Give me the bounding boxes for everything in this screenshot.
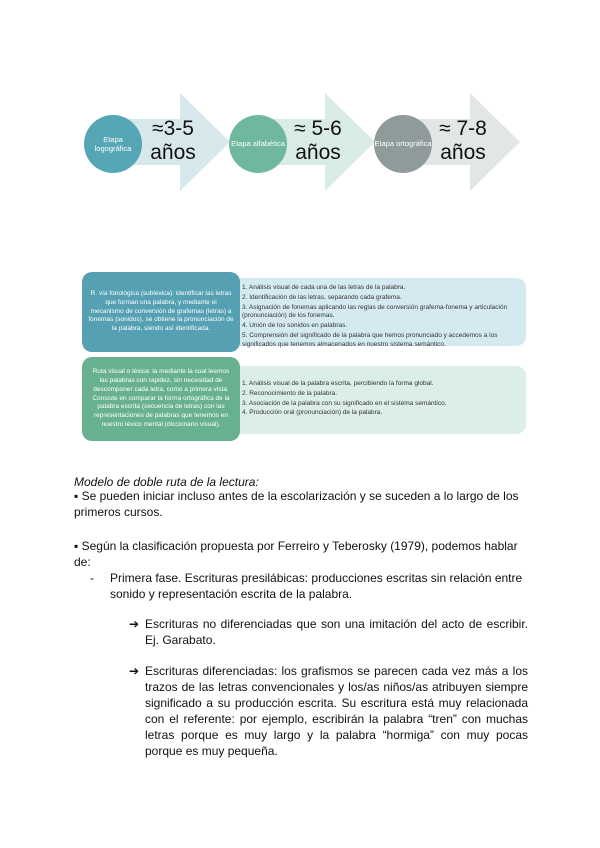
route-steps-list <box>242 380 518 418</box>
bullet-paragraph: ▪ Según la clasificación propuesta por Ferreiro y Teberosky (1979), podemos hablar de: <box>74 539 518 569</box>
route-step: 3. Asignación de fonemas aplicando las reglas de conversión grafema-fonema y articulación (pronunciación) de los fonemas. <box>242 303 508 320</box>
route-step: 2. Identificación de las letras, separando cada grafema. <box>242 293 402 301</box>
list-dash: - <box>90 571 94 585</box>
route-step: 3. Asociación de la palabra con su significado en el sistema semántico. <box>242 399 447 407</box>
sub-item: Escrituras no diferenciadas que son una imitación del acto de escribir. Ej. Garabato. <box>145 617 528 647</box>
stage-alphabetic <box>225 93 375 191</box>
stage-name-circle: Etapa ortográfica <box>374 115 432 173</box>
route-step: 4. Producción oral (pronunciación) de la palabra. <box>242 409 383 417</box>
visual-route-steps <box>230 366 526 434</box>
arrow-bullet-icon: ➔ <box>129 617 140 631</box>
sub-item: Escrituras diferenciadas: los grafismos se parecen cada vez más a los trazos de las letras convencionales y los/as niños/as atribuyen siempre significado a su producción escrita. Su escritura está muy relacionada con el referente: por ejemplo, escribirán la palabra “tren” con muchas letras porque es muy largo y la palabra “hormiga” con muy pocas porque es muy pequeña. <box>145 664 528 758</box>
visual-route-description: Ruta visual o léxica: la mediante la cual leemos las palabras con rapidez, sin necesidad de descomponer cada letra, como a primera vista. Consiste en comparar la forma ortográfica de la palabra escrita (secuencia de letras) con las representaciones de palabras que tenemos en nuestro léxico mental (diccionario visual). <box>82 357 240 441</box>
phonological-route-steps <box>230 278 526 346</box>
stage-logographic <box>80 93 230 191</box>
route-step: 4. Unión de los sonidos en palabras. <box>242 322 348 330</box>
phase-item: Primera fase. Escrituras presilábicas: producciones escritas sin relación entre sonido y representación escrita de la palabra. <box>110 571 523 601</box>
route-step: 1. Análisis visual de la palabra escrita, percibiendo la forma global. <box>242 380 434 387</box>
stage-age: ≈3-5 años <box>150 117 196 165</box>
model-title: Modelo de doble ruta de la lectura: <box>74 475 259 489</box>
stage-age: ≈ 5-6 años <box>294 117 342 165</box>
stage-name-circle: Etapa alfabética <box>229 115 287 173</box>
route-steps-list <box>242 284 518 349</box>
bullet-paragraph: ▪ Se pueden iniciar incluso antes de la escolarización y se suceden a lo largo de los primeros cursos. <box>74 489 519 519</box>
route-step: 2. Reconocimiento de la palabra. <box>242 389 338 397</box>
phonological-route-description: R. vía fonológica (subléxica): identificar las letras que forman una palabra, y mediante el mecanismo de conversión de grafemas (letras) a fonemas (sonidos), se obtiene la pronunciación de la palabra, siendo así identificada. <box>82 272 240 352</box>
arrow-bullet-icon: ➔ <box>129 664 140 678</box>
route-step: 1. Análisis visual de cada una de las letras de la palabra. <box>242 284 406 291</box>
stage-orthographic <box>370 93 520 191</box>
route-step: 5. Comprensión del significado de la palabra que hemos pronunciado y accedemos a los significados que tenemos almacenados en nuestro sistema semántico. <box>242 331 498 348</box>
stage-name-circle: Etapa logográfica <box>84 115 142 173</box>
stage-age: ≈ 7-8 años <box>439 117 487 165</box>
